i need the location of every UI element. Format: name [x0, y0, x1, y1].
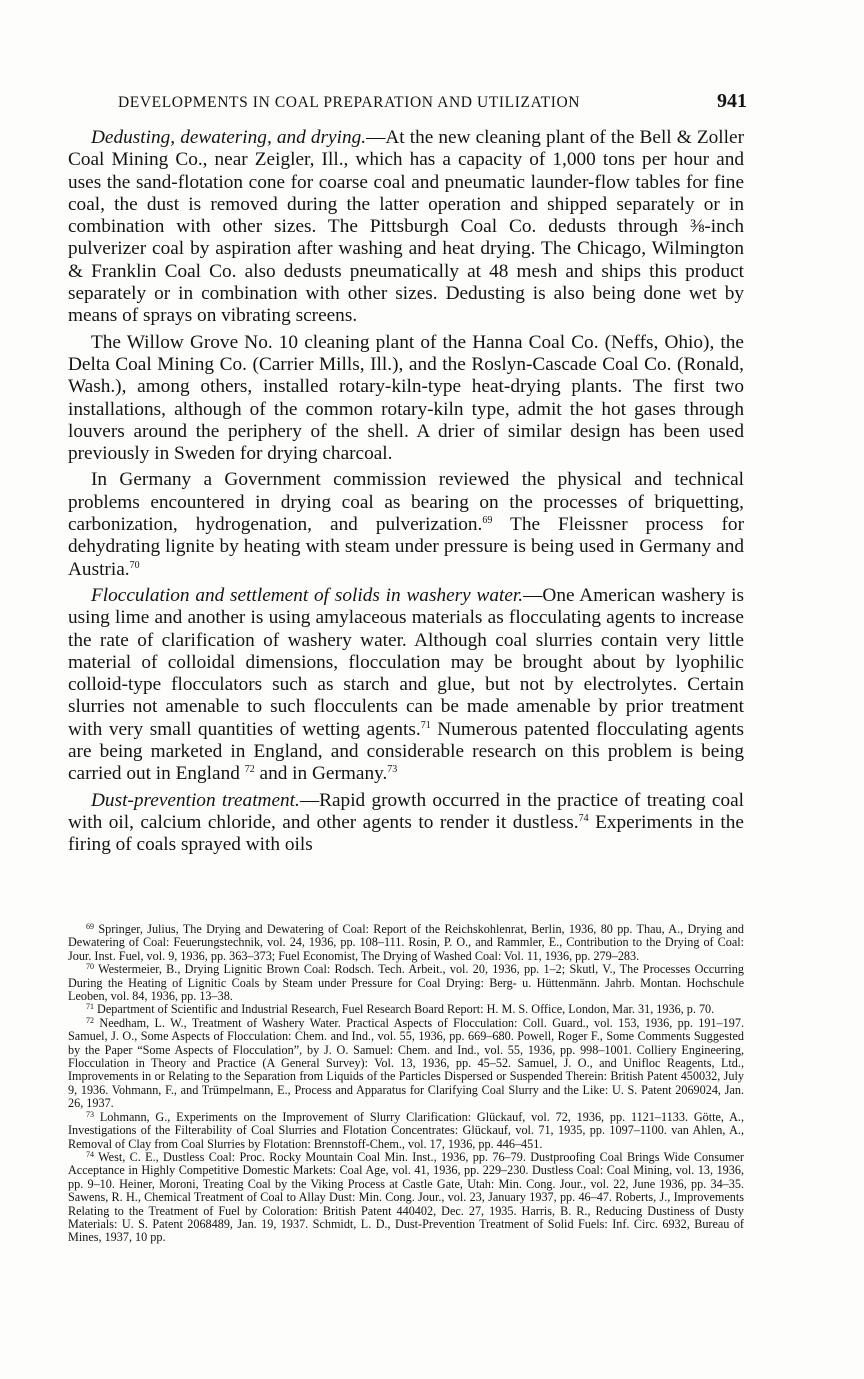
footnotes — [68, 923, 744, 1245]
paragraph-willow-grove — [68, 332, 744, 466]
footnote-text: Department of Scientific and Industrial Research, Fuel Research Board Report: H. M. S. Office, London, Mar. 31, 1936, p. 70. — [97, 1002, 715, 1017]
section-heading-dedusting: Dedusting, dewatering, and drying. — [91, 127, 367, 148]
body-text — [68, 127, 744, 857]
paragraph-text: —Rapid growth occurred in the practice of treating coal with oil, calcium chloride, and other agents to render it dustless. — [68, 789, 745, 833]
footnote — [68, 923, 744, 963]
footnote — [68, 1111, 744, 1151]
footnote — [68, 963, 744, 1003]
paragraph-text: —At the new cleaning plant of the Bell & Zoller Coal Mining Co., near Zeigler, Ill., which has a capacity of 1,000 tons per hour and uses the sand-flotation cone for coarse coal and pneumatic launder-flow tables for fine coal, the dust is removed during the latter operation and shipped separately or in combination with other sizes. The Pittsburgh Coal Co. dedusts through ⅜-inch pulverizer coal by aspiration after washing and heat drying. The Chicago, Wilmington & Franklin Coal Co. also dedusts pneumatically at 48 mesh and ships this product separately or in combination with other sizes. Dedusting is also being done wet by means of sprays on vibrating screens. — [68, 127, 744, 327]
footnote-ref: 73 — [387, 764, 398, 776]
footnote-ref: 71 — [420, 719, 431, 731]
footnote — [68, 1003, 744, 1016]
footnote-number: 69 — [86, 922, 94, 931]
paragraph-text: The Fleissner process for dehydrating lignite by heating with steam under pressure is being used in Germany and Austria. — [68, 514, 744, 580]
paragraph-germany — [68, 469, 744, 580]
footnote-number: 73 — [86, 1109, 94, 1119]
footnote-ref: 70 — [129, 559, 140, 571]
paragraph-text: —One American washery is using lime and another is using amylaceous materials as flocculating agents to increase the rate of clarification of washery water. Although coal slurries contain very little material of colloidal dimensions, flocculation may be brought about by lyophilic colloid-type flocculators such as starch and glue, but not by electrolytes. Certain slurries not amenable to such flocculents can be made amenable by prior treatment with very small quantities of wetting agents. — [68, 584, 744, 740]
footnote-number: 74 — [86, 1149, 94, 1159]
footnote — [68, 1151, 744, 1245]
page-number: 941 — [717, 90, 747, 112]
running-title: DEVELOPMENTS IN COAL PREPARATION AND UTILIZATION — [118, 94, 581, 111]
footnote-text: Springer, Julius, The Drying and Dewatering of Coal: Report of the Reichskohlenrat, Berlin, 1936, 80 pp. Thau, A., Drying and Dewatering of Coal: Feuerungstechnik, vol. 24, 1936, pp. 108–111. Rosin, P. O., and Rammler, E., Contribution to the Drying of Coal: Jour. Inst. Fuel, vol. 9, 1936, pp. 363–373; Fuel Economist, The Drying of Washed Coal: Vol. 11, 1936, pp. 279–283. — [68, 922, 744, 963]
paragraph-text: and in Germany. — [254, 763, 388, 785]
paragraph-text: Experiments in the firing of coals sprayed with oils — [68, 811, 744, 856]
footnote — [68, 1017, 744, 1111]
paragraph-text: Numerous patented flocculating agents are being marketed in England, and considerable research on this problem is being carried out in England — [68, 718, 744, 785]
footnote-text: Needham, L. W., Treatment of Washery Water. Practical Aspects of Flocculation: Coll. Guard., vol. 153, 1936, pp. 191–197. Samuel, J. O., Some Aspects of Flocculation: Chem. and Ind., vol. 55, 1936, pp. 669–680. Powell, Roger F., Some Comments Suggested by the Paper “Some Aspects of Flocculation”, by J. O. Samuel: Chem. and Ind., vol. 55, 1936, pp. 998–1001. Colliery Engineering, Flocculation in Theory and Practice (A General Survey): Vol. 13, 1936, pp. 45–52. Samuel, J. O., and Unifloc Reagents, Ltd., Improvements in or Relating to the Separation from Liquids of the Particles Dispersed or Suspended Therein: British Patent 450032, July 9, 1936. Vohmann, F., and Trümpelmann, E., Process and Apparatus for Clarifying Coal Slurry and the Like: U. S. Patent 2069024, Jan. 26, 1937. — [68, 1015, 744, 1111]
paragraph-text: In Germany a Government commission reviewed the physical and technical problems encountered in drying coal as bearing on the processes of briquetting, carbonization, hydrogenation, and pulverization. — [68, 469, 744, 536]
footnote-ref: 74 — [578, 812, 589, 824]
section-heading-flocculation: Flocculation and settlement of solids in washery water. — [91, 584, 524, 606]
footnote-text: West, C. E., Dustless Coal: Proc. Rocky Mountain Coal Min. Inst., 1936, pp. 76–79. Dustproofing Coal Brings Wide Consumer Acceptance in Highly Competitive Domestic Markets: Coal Age, vol. 41, 1936, pp. 229–230. Dustless Coal: Coal Mining, vol. 13, 1936, pp. 9–10. Heiner, Moroni, Treating Coal by the Viking Process at Castle Gate, Utah: Min. Cong. Jour., vol. 22, June 1936, pp. 34–35. Sawens, R. H., Chemical Treatment of Coal to Allay Dust: Min. Cong. Jour., vol. 23, January 1937, pp. 46–47. Roberts, J., Improvements Relating to the Treatment of Fuel by Coloration: British Patent 440402, Dec. 27, 1935. Harris, B. R., Reducing Dustiness of Dusty Materials: U. S. Patent 2068489, Jan. 19, 1937. Schmidt, L. D., Dust-Prevention Treatment of Solid Fuels: Inf. Circ. 6932, Bureau of Mines, 1937, 10 pp. — [68, 1149, 744, 1245]
footnote-text: Lohmann, G., Experiments on the Improvement of Slurry Clarification: Glückauf, vol. 72, 1936, pp. 1121–1133. Götte, A., Investigations of the Filterability of Coal Slurries and Flotation Concentrates: Glückauf, vol. 71, 1935, pp. 1097–1100. van Ahlen, A., Removal of Clay from Coal Slurries by Flotation: Brennstoff-Chem., vol. 17, 1936, pp. 446–451. — [68, 1109, 744, 1151]
paragraph-dedusting — [68, 127, 744, 328]
paragraph-dust-prevention — [68, 790, 744, 857]
footnote-number: 71 — [86, 1002, 94, 1012]
footnote-text: Westermeier, B., Drying Lignitic Brown Coal: Rodsch. Tech. Arbeit., vol. 20, 1936, pp. 1–2; Skutl, V., The Processes Occurring During the Heating of Lignitic Coals by Steam under Pressure for Coal Drying: Berg- u. Hüttenmänn. Jahrb. Montan. Hochschule Leoben, vol. 84, 1936, pp. 13–38. — [68, 962, 744, 1004]
running-header — [118, 90, 747, 116]
footnote-ref: 69 — [482, 515, 493, 527]
section-heading-dust-prevention: Dust-prevention treatment. — [91, 789, 300, 811]
footnote-number: 72 — [86, 1015, 94, 1025]
footnote-ref: 72 — [244, 764, 255, 776]
paragraph-text: The Willow Grove No. 10 cleaning plant of the Hanna Coal Co. (Neffs, Ohio), the Delta Coal Mining Co. (Carrier Mills, Ill.), and the Roslyn-Cascade Coal Co. (Ronald, Wash.), among others, installed rotary-kiln-type heat-drying plants. The first two installations, although of the common rotary-kiln type, admit the hot gases through louvers around the periphery of the shell. A drier of similar design has been used previously in Sweden for drying charcoal. — [68, 331, 744, 465]
footnote-number: 70 — [86, 962, 94, 972]
paragraph-flocculation — [68, 585, 744, 786]
